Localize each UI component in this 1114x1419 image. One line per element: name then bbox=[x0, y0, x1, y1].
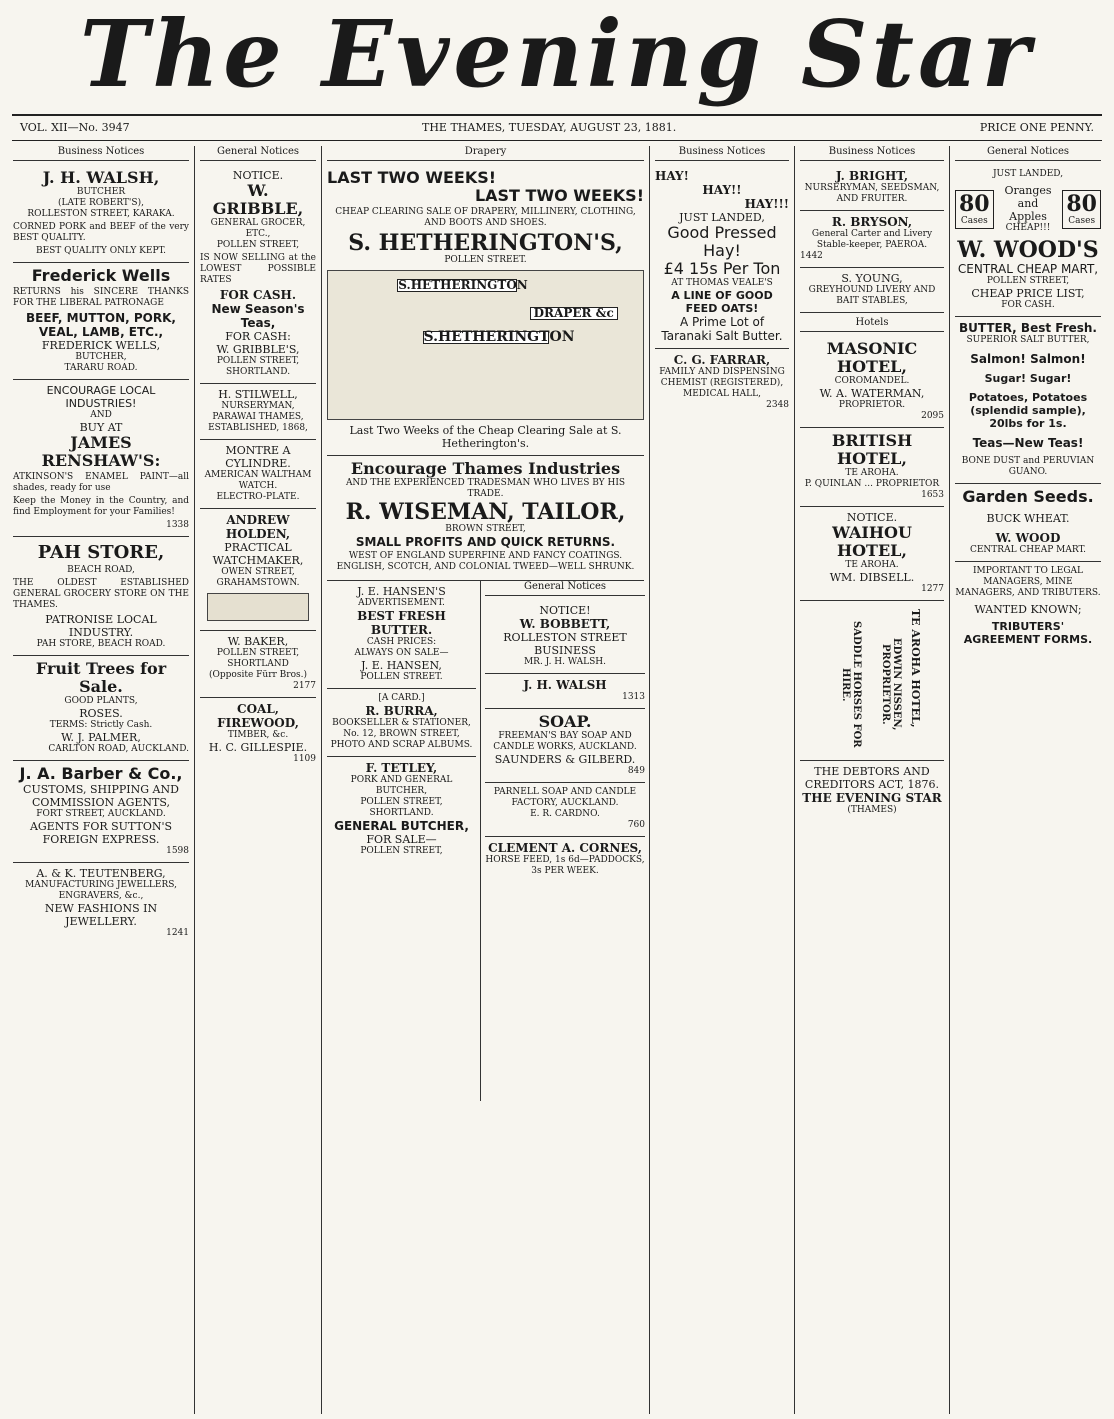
ad-line: RETURNS his SINCERE THANKS FOR THE LIBERAL PATRONAGE bbox=[13, 287, 189, 308]
ad-title: SOAP. bbox=[538, 712, 592, 731]
ad-line: FOR CASH. bbox=[219, 288, 297, 302]
ad-wiseman bbox=[327, 456, 644, 581]
column-heading: General Notices bbox=[200, 146, 316, 161]
ad-line: ROSES. bbox=[79, 707, 123, 720]
ad-line: HAY!! bbox=[702, 183, 742, 197]
storefront-illustration bbox=[327, 270, 644, 420]
ad-line: P. QUINLAN ... PROPRIETOR bbox=[804, 479, 940, 489]
ad-baker bbox=[200, 631, 316, 698]
ad-bright bbox=[800, 165, 944, 211]
ad-line: J. E. HANSEN'S bbox=[357, 585, 446, 598]
ad-title: A. & K. TEUTENBERG, bbox=[36, 867, 166, 880]
ad-title: PAH STORE, bbox=[37, 542, 165, 563]
ad-line: AT THOMAS VEALE'S bbox=[671, 278, 773, 288]
ad-line: Teas—New Teas! bbox=[972, 436, 1084, 450]
subcolumn-heading: Hotels bbox=[800, 317, 944, 332]
col3-lower bbox=[327, 581, 644, 1101]
oranges-text: Oranges and Apples bbox=[1004, 184, 1052, 223]
cheap-label: CHEAP!!! bbox=[1005, 223, 1051, 233]
ad-wells bbox=[13, 263, 189, 380]
ad-line: PARNELL SOAP AND CANDLE FACTORY, AUCKLAND. bbox=[493, 787, 637, 808]
ad-number: 849 bbox=[627, 766, 645, 776]
ad-line: BROWN STREET, bbox=[445, 524, 526, 534]
ad-line: GENERAL BUTCHER, bbox=[334, 819, 469, 833]
ad-line: CASH PRICES: bbox=[366, 637, 437, 647]
column-heading: Business Notices bbox=[13, 146, 189, 161]
ad-number: 1598 bbox=[166, 846, 189, 856]
ad-title: CLEMENT A. CORNES, bbox=[488, 841, 642, 855]
ad-fruit-trees bbox=[13, 656, 189, 761]
ad-line: NURSERYMAN, SEEDSMAN, AND FRUITER. bbox=[804, 183, 940, 204]
issue-date: THE THAMES, TUESDAY, AUGUST 23, 1881. bbox=[422, 121, 677, 134]
ad-line: PORK AND GENERAL BUTCHER, bbox=[350, 775, 453, 796]
ad-line: ATKINSON'S ENAMEL PAINT—all shades, ready for use bbox=[13, 472, 189, 493]
ad-line: MONTRE A CYLINDRE. bbox=[225, 444, 291, 470]
ad-line: THE OLDEST ESTABLISHED GENERAL GROCERY STORE ON THE THAMES. bbox=[13, 578, 189, 610]
sign-side: DRAPER &c bbox=[530, 307, 618, 320]
ad-line: SUPERIOR SALT BUTTER, bbox=[966, 335, 1090, 345]
ad-british bbox=[800, 428, 944, 507]
ad-line: THE DEBTORS AND CREDITORS ACT, 1876. bbox=[804, 765, 940, 791]
ad-line: CENTRAL CHEAP MART. bbox=[969, 545, 1087, 555]
column-heading: Business Notices bbox=[800, 146, 944, 161]
ad-line: MEDICAL HALL, bbox=[683, 389, 761, 399]
ad-title: F. TETLEY, bbox=[365, 761, 438, 775]
ad-title: J. BRIGHT, bbox=[835, 169, 909, 183]
ad-line: W. WOOD bbox=[995, 531, 1061, 545]
ad-waihou bbox=[800, 507, 944, 601]
ad-farrar bbox=[655, 349, 789, 416]
ad-line: IS NOW SELLING at the LOWEST POSSIBLE RATES bbox=[200, 253, 316, 285]
ad-stilwell bbox=[200, 384, 316, 440]
ad-line: WANTED KNOWN; bbox=[974, 603, 1082, 616]
ad-line: HAY!!! bbox=[744, 197, 789, 211]
price: PRICE ONE PENNY. bbox=[979, 121, 1094, 134]
ad-number: 1241 bbox=[166, 928, 189, 938]
ad-line: A Prime Lot of Taranaki Salt Butter. bbox=[661, 315, 783, 343]
ad-line: BOOKSELLER & STATIONER, bbox=[332, 718, 471, 728]
ad-title: JAMES RENSHAW'S: bbox=[41, 433, 161, 470]
ad-line: CORNED PORK and BEEF of the very BEST QUALITY. bbox=[13, 222, 189, 243]
ad-pah-store bbox=[13, 537, 189, 656]
ad-hay bbox=[655, 165, 789, 349]
ad-debtors bbox=[800, 761, 944, 821]
ad-title: W. WOOD'S bbox=[957, 237, 1099, 263]
ad-number: 760 bbox=[627, 820, 645, 830]
ad-cornes bbox=[485, 837, 645, 882]
ad-masonic bbox=[800, 336, 944, 428]
ad-line: POLLEN STREET, SHORTLAND bbox=[216, 648, 300, 669]
ad-line: PROPRIETOR. bbox=[838, 400, 906, 410]
count-box-right bbox=[1062, 190, 1101, 229]
ad-line: FREEMAN'S BAY SOAP AND CANDLE WORKS, AUCKLAND. bbox=[493, 731, 637, 752]
ad-line: POLLEN STREET. bbox=[444, 255, 527, 265]
ad-line: IMPORTANT TO LEGAL MANAGERS, MINE MANAGERS, AND TRIBUTERS. bbox=[955, 566, 1101, 598]
ad-line: FOR CASH: bbox=[225, 330, 291, 343]
masthead bbox=[0, 0, 1114, 112]
ad-line: AGENTS FOR SUTTON'S FOREIGN EXPRESS. bbox=[29, 820, 173, 846]
ad-line: W. J. PALMER, bbox=[61, 731, 141, 744]
ad-line: £4 15s Per Ton bbox=[663, 259, 781, 278]
ad-title: BRITISH HOTEL, bbox=[831, 431, 913, 468]
ad-line: ROLLESTON STREET, KARAKA. bbox=[27, 209, 175, 219]
ad-line: ENCOURAGE LOCAL INDUSTRIES! bbox=[46, 384, 156, 410]
column-heading: General Notices bbox=[955, 146, 1101, 161]
ad-soap bbox=[485, 709, 645, 783]
ad-line: ESTABLISHED, 1868, bbox=[208, 423, 308, 433]
column-business-notices-3 bbox=[795, 146, 950, 1414]
ad-number: 1313 bbox=[622, 692, 645, 702]
ad-line: Last Two Weeks of the Cheap Clearing Sale at S. Hetherington's. bbox=[349, 424, 622, 450]
ad-young bbox=[800, 268, 944, 313]
ad-line: PAH STORE, BEACH ROAD. bbox=[36, 639, 166, 649]
ad-title: R. BURRA, bbox=[365, 704, 438, 718]
count-box-left bbox=[955, 190, 994, 229]
ad-line: TE AROHA HOTEL, bbox=[909, 609, 922, 728]
ad-line: FOR SALE— bbox=[366, 833, 437, 846]
column-business-notices-2 bbox=[650, 146, 795, 1414]
ad-line: FREDERICK WELLS, bbox=[41, 339, 161, 352]
ad-line: Sugar! Sugar! bbox=[984, 372, 1072, 385]
ad-line: SMALL PROFITS AND QUICK RETURNS. bbox=[355, 535, 616, 549]
ad-line: POLLEN STREET, bbox=[216, 240, 300, 250]
ad-number: 2095 bbox=[921, 411, 944, 421]
ad-garden-seeds bbox=[955, 484, 1101, 562]
oranges-box bbox=[955, 184, 1101, 234]
ad-line: BUCK WHEAT. bbox=[986, 512, 1070, 525]
ad-number: 1442 bbox=[800, 251, 823, 261]
ad-renshaw bbox=[13, 380, 189, 537]
ad-line: SADDLE HORSES FOR HIRE. bbox=[840, 621, 862, 748]
ad-title: ANDREW HOLDEN, bbox=[225, 513, 291, 541]
ad-line: TARARU ROAD. bbox=[64, 363, 138, 373]
ad-line: W. A. WATERMAN, bbox=[819, 387, 925, 400]
ad-line: PHOTO AND SCRAP ALBUMS. bbox=[330, 740, 473, 750]
ad-line: AND THE EXPERIENCED TRADESMAN WHO LIVES BY HIS TRADE. bbox=[345, 478, 626, 499]
count-80-right: 80 bbox=[1066, 190, 1097, 217]
ad-line: NEW FASHIONS IN JEWELLERY. bbox=[44, 902, 158, 928]
ad-line: AND bbox=[90, 410, 112, 420]
ad-line: CHEAP CLEARING SALE OF DRAPERY, MILLINERY, CLOTHING, AND BOOTS AND SHOES. bbox=[335, 207, 636, 228]
ad-title: H. STILWELL, bbox=[218, 388, 298, 401]
ad-line: ROLLESTON STREET BUSINESS bbox=[503, 631, 627, 657]
ad-title: J. H. WALSH, bbox=[42, 168, 160, 187]
ad-line: NOTICE. bbox=[232, 169, 284, 182]
column-heading: Business Notices bbox=[655, 146, 789, 161]
ad-number: 1109 bbox=[293, 754, 316, 764]
ad-line: Keep the Money in the Country, and find Employment for your Families! bbox=[13, 496, 189, 517]
ad-line: CUSTOMS, SHIPPING AND COMMISSION AGENTS, bbox=[23, 783, 179, 809]
columns bbox=[8, 146, 1106, 1414]
ad-line: ADVERTISEMENT. bbox=[358, 598, 445, 608]
column-general-notices-1 bbox=[195, 146, 322, 1414]
ad-walsh bbox=[13, 165, 189, 263]
col3-left-sub bbox=[327, 581, 481, 1101]
ad-title: W. GRIBBLE, bbox=[212, 181, 304, 218]
ad-hetherington bbox=[327, 165, 644, 456]
ad-line: TE AROHA. bbox=[845, 468, 899, 478]
ad-wood-prices bbox=[955, 317, 1101, 484]
ad-title: R. BRYSON, bbox=[831, 215, 913, 229]
ad-line: OWEN STREET, GRAHAMSTOWN. bbox=[216, 567, 300, 588]
ad-line: EDWIN NISSEN, PROPRIETOR. bbox=[880, 638, 902, 731]
ad-line: Potatoes, Potatoes (splendid sample), 20lbs for 1s. bbox=[968, 391, 1088, 430]
ad-line: HORSE FEED, 1s 6d—PADDOCKS, 3s PER WEEK. bbox=[485, 855, 645, 876]
ad-walsh-2 bbox=[485, 674, 645, 709]
ad-line: [A CARD.] bbox=[378, 693, 425, 703]
ad-line: New Season's Teas, bbox=[211, 302, 305, 330]
ad-line: No. 12, BROWN STREET, bbox=[343, 729, 460, 739]
ad-line: BUY AT bbox=[79, 421, 123, 434]
ad-burra bbox=[327, 689, 476, 757]
ad-hansen bbox=[327, 581, 476, 689]
ad-line: AMERICAN WALTHAM WATCH. bbox=[204, 470, 312, 491]
ad-line: BEEF, MUTTON, PORK, VEAL, LAMB, ETC., bbox=[26, 311, 176, 339]
ad-line: BONE DUST and PERUVIAN GUANO. bbox=[961, 456, 1095, 477]
ad-line: Salmon! Salmon! bbox=[970, 352, 1086, 366]
ad-teutenberg bbox=[13, 863, 189, 944]
ad-title: WAIHOU HOTEL, bbox=[832, 523, 912, 560]
ad-line: BUTCHER bbox=[76, 187, 126, 197]
ad-gillespie bbox=[200, 698, 316, 770]
dateline bbox=[12, 114, 1102, 141]
ad-line: A LINE OF GOOD FEED OATS! bbox=[671, 289, 773, 315]
ad-line: H. C. GILLESPIE. bbox=[208, 741, 308, 754]
ad-line: NOTICE. bbox=[846, 511, 898, 524]
ad-holden bbox=[200, 509, 316, 631]
ad-line: BEST QUALITY ONLY KEPT. bbox=[35, 246, 167, 256]
ad-line: COROMANDEL. bbox=[834, 376, 910, 386]
ad-title: S. HETHERINGTON'S, bbox=[348, 230, 623, 256]
ad-line: BUTTER, Best Fresh. bbox=[958, 321, 1097, 335]
ad-line: (LATE ROBERT'S), bbox=[58, 198, 144, 208]
ad-title: COAL, FIREWOOD, bbox=[217, 702, 299, 730]
ad-bobbett bbox=[485, 600, 645, 674]
column-business-notices-1 bbox=[8, 146, 195, 1414]
ad-number: 1277 bbox=[921, 584, 944, 594]
cases-label-left: Cases bbox=[960, 215, 988, 226]
ad-title: S. YOUNG, bbox=[841, 272, 903, 285]
ad-line: TRIBUTERS' AGREEMENT FORMS. bbox=[963, 620, 1093, 646]
ad-tributers bbox=[955, 562, 1101, 651]
column-general-notices-2 bbox=[950, 146, 1106, 1414]
ad-line: (Opposite Fürr Bros.) bbox=[209, 670, 307, 680]
buggy-illustration bbox=[207, 593, 309, 621]
ad-line: TE AROHA. bbox=[845, 560, 899, 570]
ad-line: POLLEN STREET, SHORTLAND. bbox=[216, 356, 300, 377]
ad-line: NOTICE! bbox=[539, 604, 591, 617]
ad-line: LAST TWO WEEKS! bbox=[327, 168, 497, 187]
ad-line: CHEAP PRICE LIST, bbox=[971, 287, 1085, 300]
ad-line: General Carter and Livery Stable-keeper, PAEROA. bbox=[811, 229, 933, 250]
ad-line: WM. DIBSELL. bbox=[829, 571, 915, 584]
ad-line: (THAMES) bbox=[847, 805, 897, 815]
ad-number: 2177 bbox=[293, 681, 316, 691]
ad-line: PATRONISE LOCAL INDUSTRY. bbox=[45, 613, 157, 639]
ad-title: Frederick Wells bbox=[31, 266, 171, 285]
ad-line: FORT STREET, AUCKLAND. bbox=[36, 809, 166, 819]
ad-line: Encourage Thames Industries bbox=[350, 459, 621, 478]
ad-line: CARLTON ROAD, AUCKLAND. bbox=[48, 744, 189, 754]
ad-title: Garden Seeds. bbox=[962, 487, 1094, 506]
ad-te-aroha-rotated bbox=[800, 601, 944, 761]
ad-wood bbox=[955, 165, 1101, 317]
ad-line: BEACH ROAD, bbox=[67, 565, 135, 575]
ad-montre bbox=[200, 440, 316, 509]
ad-line: JUST LANDED, bbox=[679, 211, 765, 224]
ad-title: J. H. WALSH bbox=[523, 678, 607, 692]
newspaper-title: The Evening Star bbox=[79, 0, 1035, 108]
ad-line: GOOD PLANTS, bbox=[64, 696, 138, 706]
ad-line: BUTCHER, bbox=[75, 352, 127, 362]
ad-line: TIMBER, &c. bbox=[227, 730, 289, 740]
ad-line: E. R. CARDNO. bbox=[530, 809, 600, 819]
ad-title: J. A. Barber & Co., bbox=[19, 764, 183, 783]
ad-line: ELECTRO-PLATE. bbox=[216, 492, 300, 502]
oranges-label bbox=[998, 184, 1058, 234]
cases-label-right: Cases bbox=[1068, 215, 1096, 226]
ad-line: LAST TWO WEEKS! bbox=[474, 186, 644, 205]
ad-title: R. WISEMAN, TAILOR, bbox=[345, 499, 626, 525]
ad-line: SAUNDERS & GILBERD. bbox=[494, 753, 636, 766]
ad-line: FOR CASH. bbox=[1001, 300, 1055, 310]
ad-line: WEST OF ENGLAND SUPERFINE AND FANCY COATINGS. ENGLISH, SCOTCH, AND COLONIAL TWEED—WELL SHRUNK. bbox=[336, 551, 635, 572]
ad-title: Fruit Trees for Sale. bbox=[35, 659, 167, 696]
ad-line: TERMS: Strictly Cash. bbox=[49, 720, 153, 730]
sign-top: S.HETHERINGTON bbox=[398, 278, 528, 292]
ad-line: POLLEN STREET, bbox=[360, 846, 443, 856]
ad-bryson bbox=[800, 211, 944, 268]
ad-line: HAY! bbox=[655, 169, 689, 183]
ad-title: BEST FRESH BUTTER. bbox=[357, 609, 446, 637]
ad-parnell bbox=[485, 783, 645, 837]
ad-number: 2348 bbox=[766, 400, 789, 410]
ad-line: FAMILY AND DISPENSING CHEMIST (REGISTERED), bbox=[659, 367, 785, 388]
col3-right-sub bbox=[485, 581, 645, 1101]
volume-number: VOL. XII—No. 3947 bbox=[20, 121, 130, 134]
ad-number: 1653 bbox=[921, 490, 944, 500]
ad-gribble bbox=[200, 165, 316, 384]
ad-line: GREYHOUND LIVERY AND BAIT STABLES, bbox=[808, 285, 936, 306]
ad-line: POLLEN STREET, SHORTLAND. bbox=[360, 797, 443, 818]
sign-main: S.HETHERINGTON bbox=[423, 329, 575, 345]
ad-title: THE EVENING STAR bbox=[802, 791, 942, 805]
ad-line: POLLEN STREET. bbox=[360, 672, 443, 682]
ad-line: ALWAYS ON SALE— bbox=[354, 648, 449, 658]
column-heading: Drapery bbox=[327, 146, 644, 161]
ad-number: 1338 bbox=[166, 520, 189, 530]
ad-title: W. BOBBETT, bbox=[519, 617, 611, 631]
count-80-left: 80 bbox=[959, 190, 990, 217]
ad-title: Good Pressed Hay! bbox=[667, 223, 777, 260]
ad-title: W. BAKER, bbox=[227, 635, 289, 648]
column-drapery bbox=[322, 146, 650, 1414]
ad-barber bbox=[13, 761, 189, 863]
ad-line: MANUFACTURING JEWELLERS, ENGRAVERS, &c., bbox=[25, 880, 177, 901]
ad-title: C. G. FARRAR, bbox=[673, 353, 771, 367]
ad-line: POLLEN STREET, bbox=[986, 276, 1070, 286]
ad-line: NURSERYMAN, PARAWAI THAMES, bbox=[212, 401, 304, 422]
ad-line: JUST LANDED, bbox=[992, 169, 1064, 179]
ad-line: J. E. HANSEN, bbox=[361, 659, 442, 672]
ad-line: PRACTICAL WATCHMAKER, bbox=[212, 541, 304, 567]
ad-tetley bbox=[327, 757, 476, 862]
ad-line: GENERAL GROCER, ETC., bbox=[210, 218, 306, 239]
ad-line: CENTRAL CHEAP MART, bbox=[957, 262, 1099, 276]
ad-line: MR. J. H. WALSH. bbox=[523, 657, 607, 667]
subcolumn-heading: General Notices bbox=[485, 581, 645, 596]
ad-line: W. GRIBBLE'S, bbox=[216, 343, 300, 356]
ad-title: MASONIC HOTEL, bbox=[826, 339, 918, 376]
